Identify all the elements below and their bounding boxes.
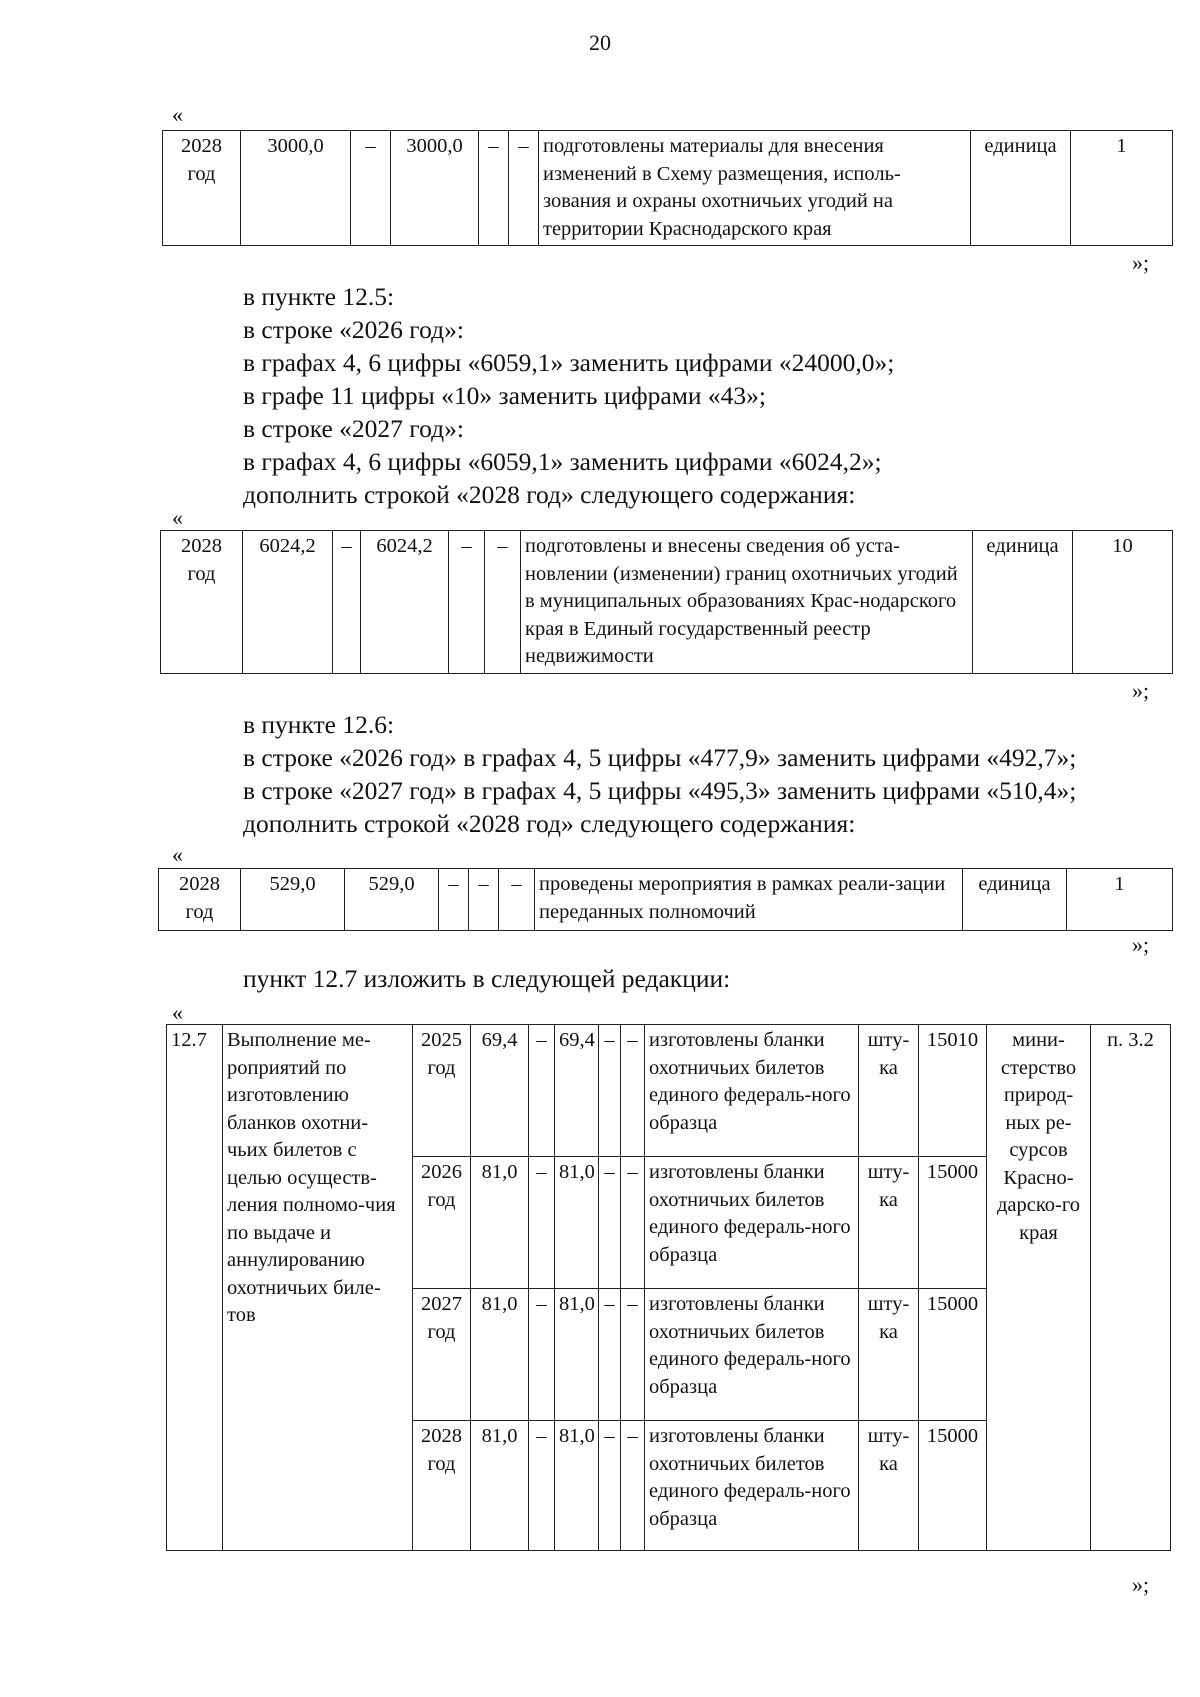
cell-col3: – bbox=[529, 1157, 555, 1289]
cell-col4: 6024,2 bbox=[361, 531, 449, 674]
instruction-line: в пункте 12.6: bbox=[243, 710, 395, 739]
open-quote: « bbox=[172, 842, 183, 867]
open-quote: « bbox=[172, 505, 183, 530]
cell-col4: 81,0 bbox=[555, 1157, 599, 1289]
instruction-line: в графах 4, 6 цифры «6059,1» заменить цифрами «6024,2»; bbox=[243, 447, 882, 476]
cell-col3: – bbox=[333, 531, 361, 674]
instruction-line: в графах 4, 6 цифры «6059,1» заменить цифрами «24000,0»; bbox=[243, 348, 895, 377]
cell-unit: шту-ка bbox=[859, 1157, 919, 1289]
instruction-line: в строке «2027 год» в графах 4, 5 цифры «495,3» заменить цифрами «510,4»; bbox=[243, 776, 1077, 805]
cell-col3: – bbox=[529, 1025, 555, 1157]
instruction-line-12-7: пункт 12.7 изложить в следующей редакции: bbox=[243, 964, 731, 993]
instruction-line: в пункте 12.5: bbox=[243, 282, 395, 311]
cell-col6: – bbox=[485, 531, 521, 674]
cell-unit: шту-ка bbox=[859, 1421, 919, 1551]
cell-result: проведены мероприятия в рамках реали-зации переданных полномочий bbox=[535, 869, 963, 931]
cell-value: 15000 bbox=[919, 1157, 987, 1289]
cell-col5: – bbox=[599, 1421, 621, 1551]
cell-unit: шту-ка bbox=[859, 1025, 919, 1157]
cell-col4: 3000,0 bbox=[391, 131, 479, 246]
cell-year: 2028 год bbox=[413, 1421, 471, 1551]
cell-total: 6024,2 bbox=[243, 531, 333, 674]
cell-item-name: Выполнение ме-роприятий по изготовлению бланков охотни-чьих билетов с целью осуществ-ления полномо-чия по выдаче и аннулированию охотничьих биле-тов bbox=[223, 1025, 413, 1551]
instruction-line: в строке «2027 год»: bbox=[243, 414, 464, 443]
close-quote: »; bbox=[1132, 678, 1150, 703]
cell-col5: – bbox=[479, 131, 509, 246]
cell-result: изготовлены бланки охотничьих билетов единого федераль-ного образца bbox=[645, 1421, 859, 1551]
cell-col3: – bbox=[351, 131, 391, 246]
page-number: 20 bbox=[589, 30, 611, 55]
cell-executor: мини-стерство природ-ных ре-сурсов Красно-дарско-го края bbox=[987, 1025, 1091, 1551]
open-quote: « bbox=[172, 102, 183, 127]
cell-year: 2027 год bbox=[413, 1289, 471, 1421]
cell-year: 2026 год bbox=[413, 1157, 471, 1289]
cell-total: 69,4 bbox=[471, 1025, 529, 1157]
instruction-line: в строке «2026 год»: bbox=[243, 315, 464, 344]
cell-result: подготовлены и внесены сведения об уста-новлении (изменении) границ охотничьих угодий в муниципальных образованиях Крас-нодарского края в Единый государственный реестр недвижимости bbox=[521, 531, 973, 674]
close-quote: »; bbox=[1132, 932, 1150, 957]
instruction-line: в строке «2026 год» в графах 4, 5 цифры «477,9» заменить цифрами «492,7»; bbox=[243, 743, 1077, 772]
cell-col5: – bbox=[449, 531, 485, 674]
instruction-line: в графе 11 цифры «10» заменить цифрами «43»; bbox=[243, 381, 766, 410]
cell-value: 1 bbox=[1071, 131, 1173, 246]
cell-col3: – bbox=[529, 1289, 555, 1421]
cell-unit: шту-ка bbox=[859, 1289, 919, 1421]
cell-col3: 529,0 bbox=[345, 869, 439, 931]
cell-result: изготовлены бланки охотничьих билетов единого федераль-ного образца bbox=[645, 1289, 859, 1421]
cell-year: 2025 год bbox=[413, 1025, 471, 1157]
cell-total: 3000,0 bbox=[241, 131, 351, 246]
table-row-2028-point-12-5 bbox=[160, 530, 1173, 674]
cell-year: 2028 год bbox=[161, 531, 243, 674]
table-row-2028-point-12-6 bbox=[158, 868, 1173, 931]
cell-col4: – bbox=[439, 869, 469, 931]
cell-result: изготовлены бланки охотничьих билетов единого федераль-ного образца bbox=[645, 1025, 859, 1157]
instruction-line: дополнить строкой «2028 год» следующего содержания: bbox=[243, 809, 856, 838]
cell-col5: – bbox=[469, 869, 499, 931]
cell-col5: – bbox=[599, 1025, 621, 1157]
cell-value: 15000 bbox=[919, 1421, 987, 1551]
cell-total: 81,0 bbox=[471, 1289, 529, 1421]
table-row-2028-point-12-4 bbox=[162, 130, 1173, 246]
cell-value: 1 bbox=[1067, 869, 1173, 931]
instruction-block-12-6 bbox=[243, 708, 1076, 840]
cell-year: 2028 год bbox=[163, 131, 241, 246]
cell-col6: – bbox=[499, 869, 535, 931]
cell-reference: п. 3.2 bbox=[1091, 1025, 1171, 1551]
cell-year: 2028 год bbox=[159, 869, 241, 931]
cell-unit: единица bbox=[963, 869, 1067, 931]
cell-total: 81,0 bbox=[471, 1157, 529, 1289]
cell-col4: 81,0 bbox=[555, 1421, 599, 1551]
cell-col4: 69,4 bbox=[555, 1025, 599, 1157]
cell-result: подготовлены материалы для внесения изменений в Схему размещения, исполь-зования и охраны охотничьих угодий на территории Краснодарского края bbox=[539, 131, 971, 246]
cell-value: 10 bbox=[1073, 531, 1173, 674]
cell-col3: – bbox=[529, 1421, 555, 1551]
cell-value: 15010 bbox=[919, 1025, 987, 1157]
cell-total: 529,0 bbox=[241, 869, 345, 931]
cell-result: изготовлены бланки охотничьих билетов единого федераль-ного образца bbox=[645, 1157, 859, 1289]
open-quote: « bbox=[172, 1000, 183, 1025]
cell-col6: – bbox=[509, 131, 539, 246]
cell-col6: – bbox=[621, 1421, 645, 1551]
cell-col4: 81,0 bbox=[555, 1289, 599, 1421]
cell-unit: единица bbox=[973, 531, 1073, 674]
cell-total: 81,0 bbox=[471, 1421, 529, 1551]
cell-col5: – bbox=[599, 1289, 621, 1421]
cell-col5: – bbox=[599, 1157, 621, 1289]
cell-unit: единица bbox=[971, 131, 1071, 246]
cell-col6: – bbox=[621, 1157, 645, 1289]
cell-item-number: 12.7 bbox=[167, 1025, 223, 1551]
table-point-12-7 bbox=[166, 1024, 1171, 1551]
cell-value: 15000 bbox=[919, 1289, 987, 1421]
close-quote: »; bbox=[1132, 1572, 1150, 1597]
instruction-block-12-5 bbox=[243, 280, 894, 511]
instruction-line: дополнить строкой «2028 год» следующего содержания: bbox=[243, 480, 856, 509]
cell-col6: – bbox=[621, 1289, 645, 1421]
cell-col6: – bbox=[621, 1025, 645, 1157]
close-quote: »; bbox=[1132, 250, 1150, 275]
